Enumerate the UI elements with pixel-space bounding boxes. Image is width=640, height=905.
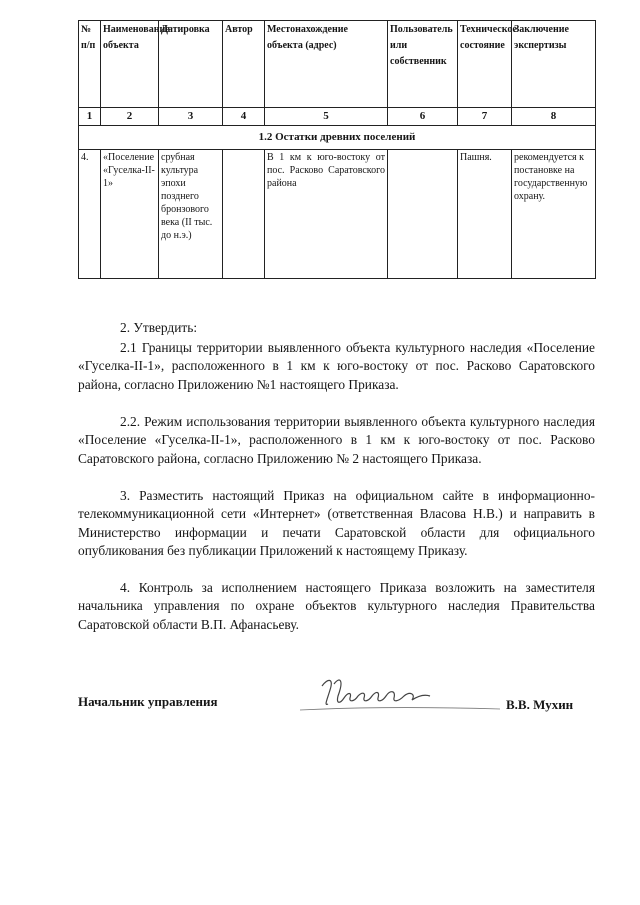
heritage-register-table — [78, 20, 596, 279]
section-title: 1.2 Остатки древних поселений — [79, 126, 596, 150]
table-header-row — [79, 21, 596, 108]
header-owner: Пользователь или собственник — [388, 21, 458, 108]
handwritten-signature — [300, 674, 500, 714]
cell-object-name: «Поселение «Гуселка-II-1» — [101, 150, 159, 279]
cell-owner — [388, 150, 458, 279]
column-number: 5 — [265, 108, 388, 126]
cell-condition: Пашня. — [458, 150, 512, 279]
header-condition: Техническое состояние — [458, 21, 512, 108]
cell-expertise: рекомендуется к постановке на государственную охрану. — [512, 150, 596, 279]
column-number: 6 — [388, 108, 458, 126]
paragraph-2-1: 2.1 Границы территории выявленного объекта культурного наследия «Поселение «Гуселка-II-1», расположенного в 1 км к юго-востоку от пос. Расково Саратовского района, согласно Приложению №1 настоящего Приказа. — [78, 340, 595, 392]
header-number: № п/п — [79, 21, 101, 108]
cell-dating: срубная культура эпохи позднего бронзового века (II тыс. до н.э.) — [159, 150, 223, 279]
column-number: 8 — [512, 108, 596, 126]
signatory-position: Начальник управления — [78, 694, 218, 709]
paragraph-3: 3. Разместить настоящий Приказ на официальном сайте в информационно-телекоммуникационной сети «Интернет» (ответственная Власова Н.В.) и направить в Министерство информации и печати Саратовской области для официального опубликования без публикации Приложений к настоящему Приказу. — [78, 488, 595, 559]
cell-author — [223, 150, 265, 279]
column-number: 1 — [79, 108, 101, 126]
cell-location: В 1 км к юго-востоку от пос. Расково Саратовского района — [265, 150, 388, 279]
header-author: Автор — [223, 21, 265, 108]
header-dating: Датировка — [159, 21, 223, 108]
paragraph-approve: 2. Утвердить: — [120, 320, 198, 335]
column-number: 7 — [458, 108, 512, 126]
paragraph-2-2: 2.2. Режим использования территории выявленного объекта культурного наследия «Поселение «Гуселка-II-1», расположенного в 1 км к юго-востоку от пос. Расково Саратовского района, согласно Приложению № 2 настоящего Приказа. — [78, 414, 595, 466]
column-number: 2 — [101, 108, 159, 126]
section-row — [79, 126, 596, 150]
signatory-name: В.В. Мухин — [506, 697, 574, 712]
column-number: 3 — [159, 108, 223, 126]
cell-number: 4. — [79, 150, 101, 279]
header-object-name: Наименование объекта — [101, 21, 159, 108]
header-expertise: Заключение экспертизы — [512, 21, 596, 108]
header-location: Местонахождение объекта (адрес) — [265, 21, 388, 108]
column-number: 4 — [223, 108, 265, 126]
table-row — [79, 150, 596, 279]
paragraph-4: 4. Контроль за исполнением настоящего Приказа возложить на заместителя начальника управления по охране объектов культурного наследия Правительства Саратовской области В.П. Афанасьеву. — [78, 580, 595, 632]
column-number-row — [79, 108, 596, 126]
